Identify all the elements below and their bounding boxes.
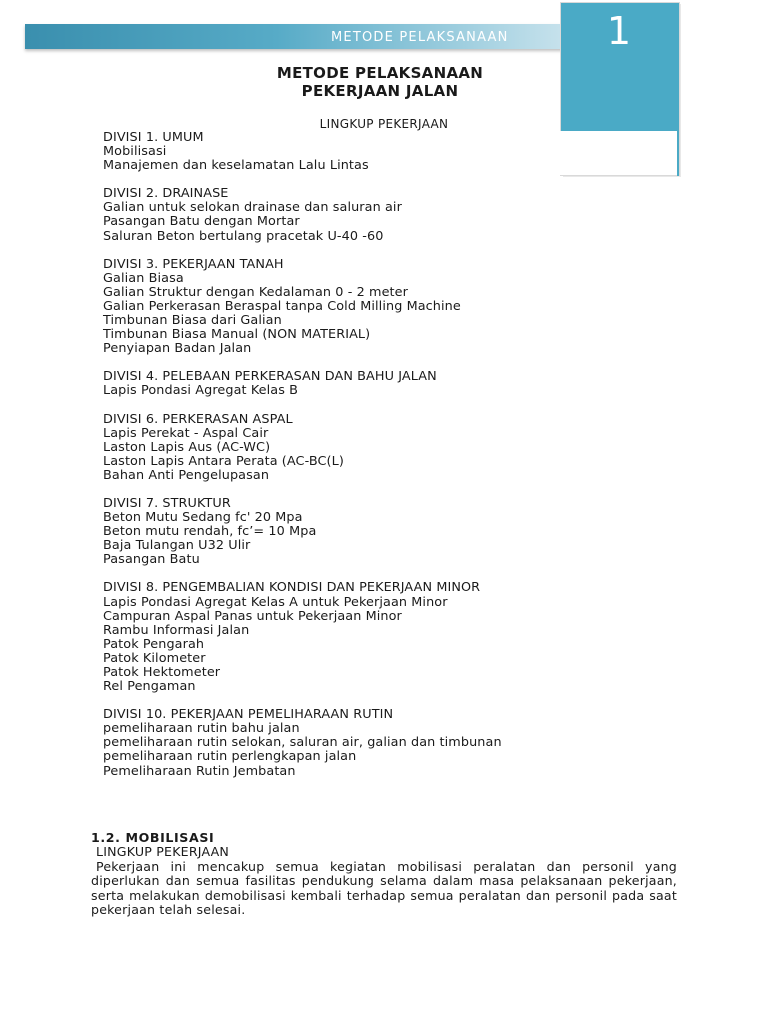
division-heading: DIVISI 7. STRUKTUR <box>103 495 231 511</box>
division-block <box>103 413 573 483</box>
division-heading: DIVISI 4. PELEBAAN PERKERASAN DAN BAHU JALAN <box>103 369 437 385</box>
division-block <box>103 258 573 357</box>
division-item: pemeliharaan rutin bahu jalan <box>103 721 300 737</box>
division-block <box>103 497 573 567</box>
division-item: Lapis Pondasi Agregat Kelas A untuk Pekerjaan Minor <box>103 594 448 610</box>
running-title: METODE PELAKSANAAN <box>331 30 509 45</box>
division-item: Patok Kilometer <box>103 650 206 666</box>
division-heading: DIVISI 1. UMUM <box>103 130 204 145</box>
division-item: pemeliharaan rutin perlengkapan jalan <box>103 749 357 765</box>
page-number-box-cutout <box>560 131 677 175</box>
division-item: Baja Tulangan U32 Ulir <box>103 538 251 554</box>
division-item: Galian Biasa <box>103 270 184 286</box>
document-title-line-1: METODE PELAKSANAAN <box>276 64 484 82</box>
division-item: Penyiapan Badan Jalan <box>103 341 252 357</box>
division-item: Pasangan Batu <box>103 552 200 568</box>
division-item: Rambu Informasi Jalan <box>103 622 250 638</box>
division-item: Galian untuk selokan drainase dan saluran air <box>103 200 402 216</box>
division-item: Galian Struktur dengan Kedalaman 0 - 2 meter <box>103 284 408 300</box>
division-block <box>103 581 573 694</box>
division-list <box>103 131 573 793</box>
division-block <box>103 187 573 243</box>
division-item: Beton Mutu Sedang fc' 20 Mpa <box>103 510 303 526</box>
document-title-line-2: PEKERJAAN JALAN <box>301 82 459 100</box>
division-item: Lapis Pondasi Agregat Kelas B <box>103 383 299 399</box>
division-heading: DIVISI 2. DRAINASE <box>103 186 229 202</box>
section-paragraph: Pekerjaan ini mencakup semua kegiatan mobilisasi peralatan dan personil yang diperlukan dan semua fasilitas pendukung selama dalam masa pelaksanaan pekerjaan, serta melakukan demobilisasi kembali terhadap semua peralatan dan personil pada saat pekerjaan telah selesai. <box>91 858 677 918</box>
division-item: Saluran Beton bertulang pracetak U-40 -60 <box>103 228 384 244</box>
division-item: Patok Pengarah <box>103 636 205 652</box>
division-heading: DIVISI 3. PEKERJAAN TANAH <box>103 256 284 272</box>
division-item: Pemeliharaan Rutin Jembatan <box>103 763 296 779</box>
document-title <box>180 64 580 100</box>
division-item: Mobilisasi <box>103 144 167 160</box>
division-item: Lapis Perekat - Aspal Cair <box>103 425 269 441</box>
page-number-box-edge <box>677 131 679 176</box>
section-heading: 1.2. MOBILISASI <box>91 830 215 845</box>
division-item: Manajemen dan keselamatan Lalu Lintas <box>103 158 369 174</box>
section-subheading: LINGKUP PEKERJAAN <box>96 844 230 860</box>
division-item: Beton mutu rendah, fc’= 10 Mpa <box>103 524 317 540</box>
division-item: Rel Pengaman <box>103 679 196 695</box>
scope-heading: LINGKUP PEKERJAAN <box>319 117 449 131</box>
division-item: Timbunan Biasa Manual (NON MATERIAL) <box>103 327 371 343</box>
division-item: pemeliharaan rutin selokan, saluran air, galian dan timbunan <box>103 735 502 751</box>
division-item: Laston Lapis Aus (AC-WC) <box>103 439 271 455</box>
page-number: 1 <box>606 9 632 53</box>
division-block <box>103 708 573 778</box>
division-item: Galian Perkerasan Beraspal tanpa Cold Milling Machine <box>103 298 461 314</box>
division-heading: DIVISI 8. PENGEMBALIAN KONDISI DAN PEKERJAAN MINOR <box>103 580 481 596</box>
mobilisasi-section <box>91 831 677 917</box>
header-bar <box>25 24 585 49</box>
division-block <box>103 131 573 173</box>
division-heading: DIVISI 10. PEKERJAAN PEMELIHARAAN RUTIN <box>103 707 394 723</box>
division-item: Laston Lapis Antara Perata (AC-BC(L) <box>103 453 344 469</box>
division-item: Pasangan Batu dengan Mortar <box>103 214 300 230</box>
division-item: Timbunan Biasa dari Galian <box>103 313 282 329</box>
division-item: Campuran Aspal Panas untuk Pekerjaan Minor <box>103 608 402 624</box>
division-block <box>103 370 573 398</box>
division-item: Bahan Anti Pengelupasan <box>103 467 270 483</box>
division-heading: DIVISI 6. PERKERASAN ASPAL <box>103 411 293 427</box>
division-item: Patok Hektometer <box>103 665 221 680</box>
